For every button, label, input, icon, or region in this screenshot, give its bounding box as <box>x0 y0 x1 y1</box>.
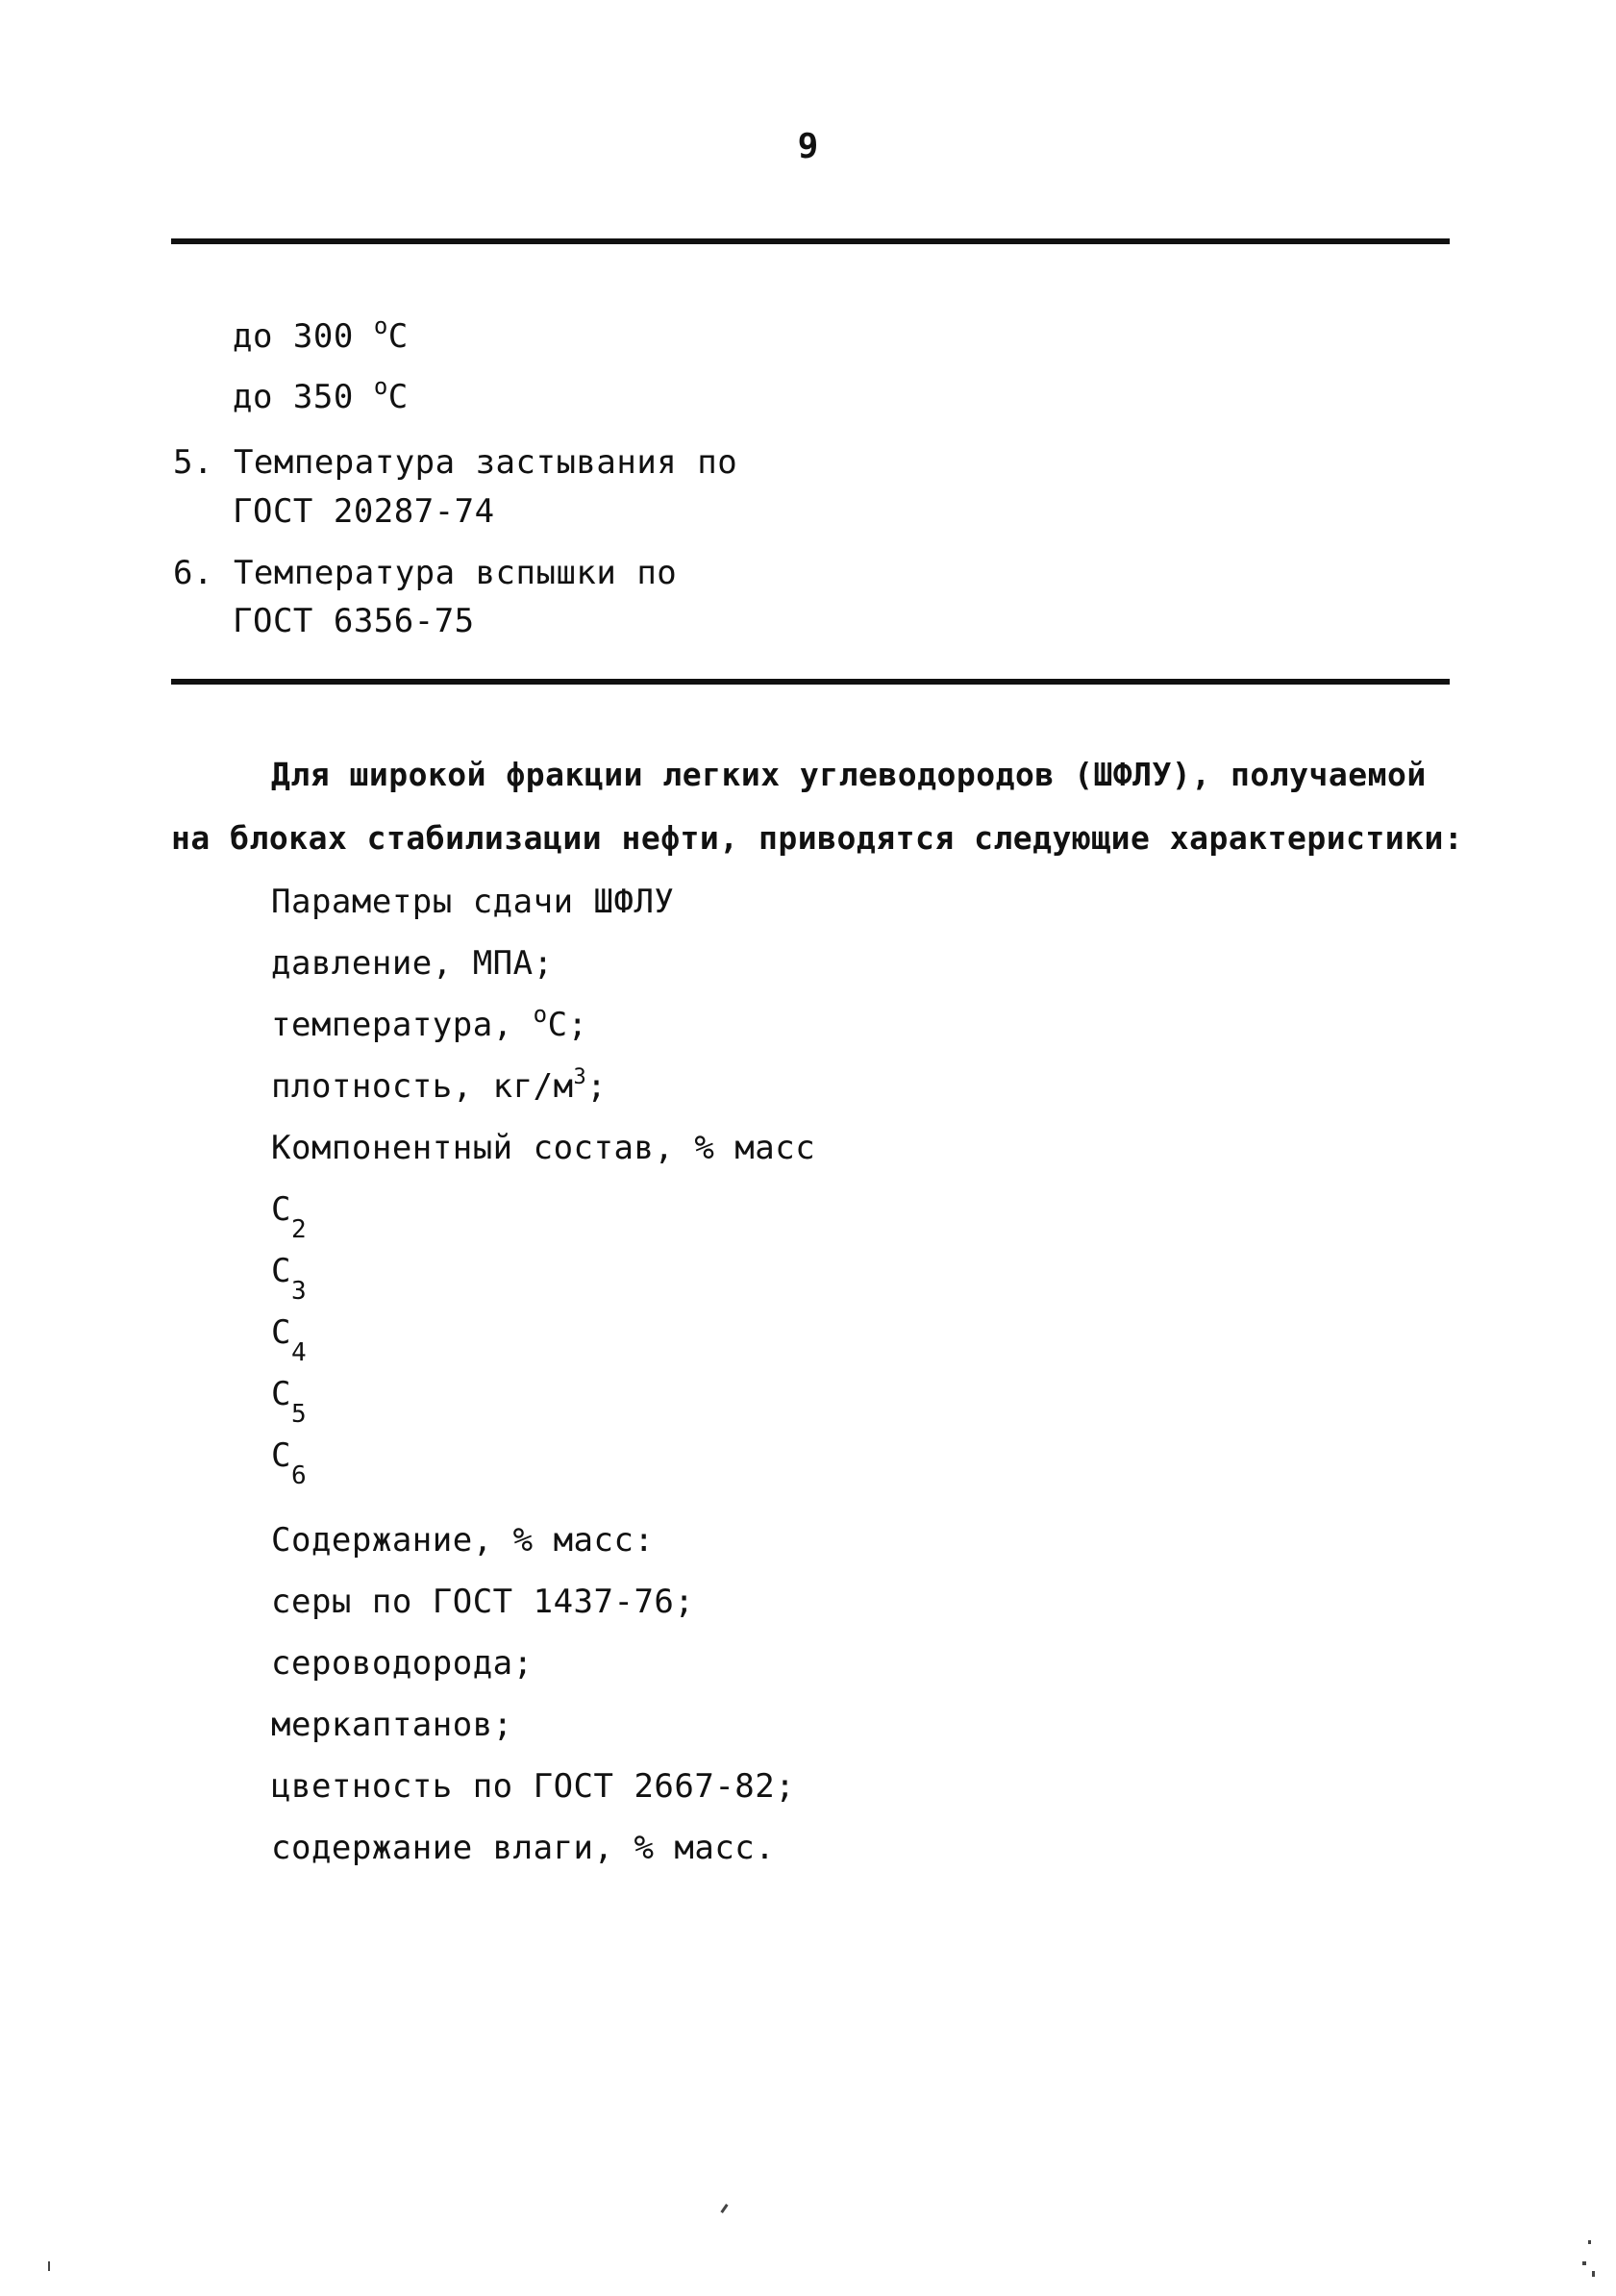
param-pressure: давление, МПА; <box>271 944 554 983</box>
row-up-to-350 <box>233 373 409 419</box>
content-color: цветность по ГОСТ 2667-82; <box>271 1767 796 1806</box>
degree-sign: о <box>373 373 388 400</box>
degree-sign: о <box>533 1001 548 1028</box>
page-number: 9 <box>797 127 819 166</box>
row-350-prefix: до 350 <box>233 378 354 416</box>
paragraph-line-1: Для широкой фракции легких углеводородов (ШФЛУ), получаемой <box>271 756 1427 793</box>
scan-speck <box>720 2204 728 2213</box>
item-6-text: Температура вспышки по <box>233 554 678 592</box>
component-subscript: 4 <box>290 1338 308 1367</box>
paragraph-line-2: на блоках стабилизации нефти, приводятся следующие характеристики: <box>171 819 1464 857</box>
bottom-rule <box>171 679 1450 685</box>
density-label: плотность, кг/м <box>271 1067 574 1106</box>
component-c6 <box>271 1436 308 1490</box>
component-base: С <box>271 1252 291 1290</box>
top-rule <box>171 238 1450 244</box>
content-title: Содержание, % масс: <box>271 1521 655 1560</box>
temperature-label: температура, <box>271 1006 513 1044</box>
density-superscript: 3 <box>573 1065 587 1089</box>
component-base: С <box>271 1436 291 1475</box>
params-title: Параметры сдачи ШФЛУ <box>271 883 675 921</box>
item-5-text: Температура застывания по <box>233 443 738 482</box>
item-5-line1 <box>173 443 737 482</box>
density-suffix: ; <box>586 1067 608 1106</box>
temperature-unit: С; <box>547 1006 588 1044</box>
item-5-number: 5. <box>173 443 213 482</box>
degree-sign: о <box>373 312 388 339</box>
component-subscript: 5 <box>290 1400 308 1429</box>
row-up-to-300 <box>233 312 409 359</box>
content-sulfur: серы по ГОСТ 1437-76; <box>271 1583 695 1621</box>
scan-speck <box>48 2261 50 2271</box>
content-moisture: содержание влаги, % масс. <box>271 1829 776 1867</box>
content-h2s: сероводорода; <box>271 1644 534 1683</box>
component-subscript: 2 <box>290 1215 308 1244</box>
item-6-line2: ГОСТ 6356-75 <box>233 602 475 640</box>
scan-speck <box>1582 2261 1586 2265</box>
component-base: С <box>271 1190 291 1229</box>
content-mercaptans: меркаптанов; <box>271 1706 513 1744</box>
scan-speck <box>1588 2240 1591 2244</box>
row-300-unit: С <box>387 317 409 356</box>
composition-title: Компонентный состав, % масс <box>271 1129 816 1167</box>
item-5-line2: ГОСТ 20287-74 <box>233 492 495 531</box>
component-base: С <box>271 1375 291 1413</box>
component-c3 <box>271 1252 308 1306</box>
component-c5 <box>271 1375 308 1429</box>
scan-speck <box>1592 2271 1595 2277</box>
row-350-unit: С <box>387 378 409 416</box>
param-temperature <box>271 1001 588 1047</box>
component-c4 <box>271 1313 308 1367</box>
item-6-number: 6. <box>173 554 213 592</box>
component-subscript: 3 <box>290 1277 308 1306</box>
item-6-line1 <box>173 554 677 592</box>
component-c2 <box>271 1190 308 1244</box>
component-base: С <box>271 1313 291 1352</box>
row-300-prefix: до 300 <box>233 317 354 356</box>
component-subscript: 6 <box>290 1461 308 1490</box>
param-density <box>271 1067 607 1111</box>
